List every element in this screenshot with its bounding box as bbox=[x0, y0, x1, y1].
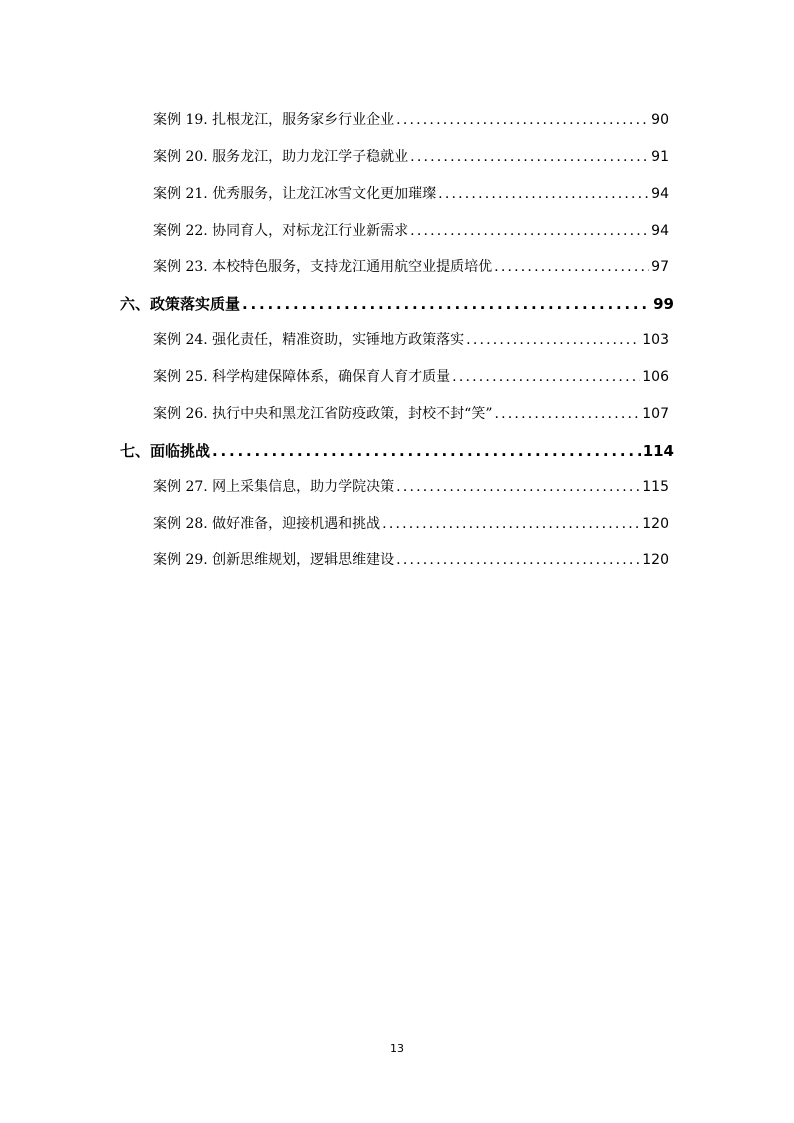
toc-entry-page: 97 bbox=[651, 259, 669, 275]
page-number: 13 bbox=[390, 1042, 404, 1055]
toc-entry-case-28[interactable] bbox=[153, 512, 669, 536]
toc-dot-leader bbox=[396, 108, 649, 132]
toc-entry-page: 99 bbox=[653, 295, 674, 313]
toc-entry-case-23[interactable] bbox=[153, 255, 669, 279]
toc-entry-title: 案例 23. 本校特色服务，支持龙江通用航空业提质培优 bbox=[153, 259, 493, 275]
toc-entry-page: 115 bbox=[642, 479, 669, 495]
toc-entry-title: 案例 29. 创新思维规划，逻辑思维建设 bbox=[153, 552, 395, 568]
toc-entry-page: 120 bbox=[642, 516, 669, 532]
toc-dot-leader bbox=[382, 512, 640, 536]
toc-entry-case-21[interactable] bbox=[153, 182, 669, 206]
toc-entry-case-26[interactable] bbox=[153, 402, 669, 426]
toc-entry-page: 107 bbox=[642, 406, 669, 422]
toc-entry-case-19[interactable] bbox=[153, 108, 669, 132]
toc-entry-case-27[interactable] bbox=[153, 475, 669, 499]
toc-entry-page: 91 bbox=[651, 149, 669, 165]
toc-dot-leader bbox=[494, 402, 640, 426]
toc-entry-title: 案例 26. 执行中央和黑龙江省防疫政策，封校不封“笑” bbox=[153, 406, 493, 422]
toc-entry-page: 106 bbox=[642, 369, 669, 385]
toc-dot-leader bbox=[494, 255, 649, 279]
toc-entry-case-29[interactable] bbox=[153, 548, 669, 572]
toc-entry-title: 案例 28. 做好准备，迎接机遇和挑战 bbox=[153, 516, 381, 532]
toc-entry-page: 94 bbox=[651, 223, 669, 239]
toc-entry-case-20[interactable] bbox=[153, 145, 669, 169]
toc-entry-title: 案例 24. 强化责任，精准资助，实锤地方政策落实 bbox=[153, 332, 465, 348]
toc-entry-page: 90 bbox=[651, 112, 669, 128]
toc-section-title: 七、面临挑战 bbox=[120, 442, 211, 460]
toc-entry-page: 114 bbox=[642, 442, 674, 460]
toc-entry-case-22[interactable] bbox=[153, 219, 669, 243]
toc-dot-leader bbox=[410, 219, 649, 243]
toc-entry-title: 案例 21. 优秀服务，让龙江冰雪文化更加璀璨 bbox=[153, 186, 437, 202]
toc-entry-title: 案例 27. 网上采集信息，助力学院决策 bbox=[153, 479, 395, 495]
toc-dot-leader bbox=[396, 475, 640, 499]
toc-dot-leader bbox=[242, 292, 651, 316]
toc-dot-leader bbox=[410, 145, 649, 169]
toc-entry-page: 103 bbox=[642, 332, 669, 348]
toc-section-title: 六、政策落实质量 bbox=[120, 295, 241, 313]
toc-dot-leader bbox=[396, 548, 640, 572]
toc-entry-title: 案例 22. 协同育人，对标龙江行业新需求 bbox=[153, 223, 409, 239]
toc-entry-page: 94 bbox=[651, 186, 669, 202]
toc-entry-section-6[interactable] bbox=[120, 292, 674, 316]
toc-entry-case-24[interactable] bbox=[153, 328, 669, 352]
toc-entry-title: 案例 19. 扎根龙江，服务家乡行业企业 bbox=[153, 112, 395, 128]
toc-entry-title: 案例 20. 服务龙江，助力龙江学子稳就业 bbox=[153, 149, 409, 165]
toc-dot-leader bbox=[466, 328, 640, 352]
toc-entry-page: 120 bbox=[642, 552, 669, 568]
toc-dot-leader bbox=[452, 365, 640, 389]
toc-dot-leader bbox=[438, 182, 649, 206]
toc-entry-case-25[interactable] bbox=[153, 365, 669, 389]
toc-entry-section-7[interactable] bbox=[120, 439, 674, 463]
toc-dot-leader bbox=[212, 439, 641, 463]
toc-entry-title: 案例 25. 科学构建保障体系，确保育人育才质量 bbox=[153, 369, 451, 385]
